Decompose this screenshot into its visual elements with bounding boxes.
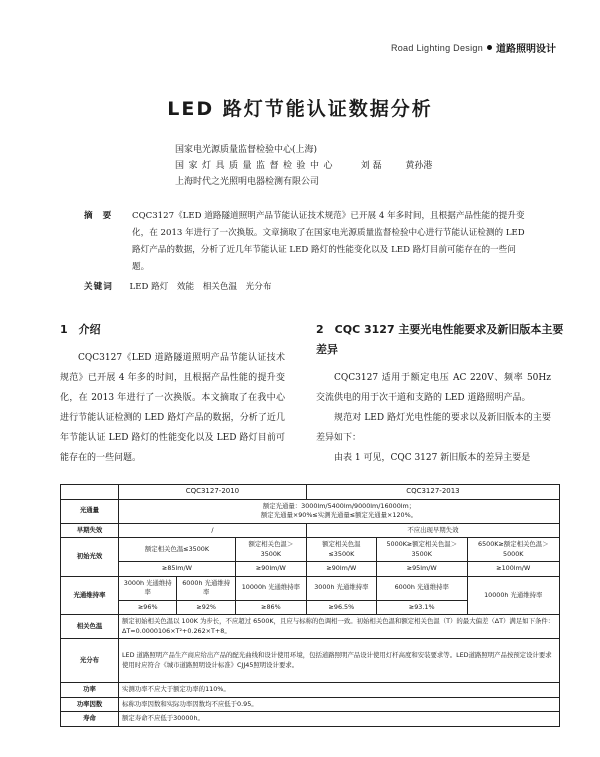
maint-new-b: 6000h 光通维持率 — [376, 576, 467, 600]
maint-old-va: ≥96% — [119, 600, 177, 615]
eff-new-c: 6500K≥额定相关色温＞5000K — [467, 538, 559, 562]
table-row — [61, 639, 560, 683]
table-row — [61, 562, 560, 577]
journal-header — [391, 40, 556, 55]
org-1: 国家电光源质量监督检验中心(上海) — [175, 145, 318, 155]
eff-new-vb: ≥95lm/W — [376, 562, 467, 577]
table-row — [61, 523, 560, 538]
maint-old-vb: ≥92% — [177, 600, 235, 615]
life-text: 额定寿命不应低于30000h。 — [119, 712, 560, 727]
row-label-efficacy: 初始光效 — [61, 538, 119, 577]
flux-cell — [119, 499, 560, 523]
org-2: 国家灯具质量监督检验中心 — [175, 161, 338, 171]
author-block — [175, 142, 432, 190]
flux-text-1: 额定光通量：3000lm/5400lm/9000lm/16000lm； — [262, 501, 416, 510]
author-1: 刘 磊 — [360, 161, 382, 171]
col-header-old: CQC3127-2010 — [119, 485, 307, 500]
section-1-paragraph: CQC3127《LED 道路隧道照明产品节能认证技术规范》已开展 4 年多的时间，且根据产品性能的提升变化，在 2013 年进行了一次换版。本文摘取了在我中心进行节能认证检测的 LED 路灯产品的数据，分析了近几年节能认证 LED 路灯的性能变化以及 LED 路灯目前可能存在的一些问题。 — [60, 353, 285, 463]
eff-old-a: 额定相关色温≤3500K — [119, 538, 236, 562]
org-3: 上海时代之光照明电器检测有限公司 — [175, 177, 320, 187]
maint-old-b: 6000h 光通维持率 — [177, 576, 235, 600]
section-2-paragraph-2: 规范对 LED 路灯光电性能的要求以及新旧版本的主要差异如下： — [316, 413, 551, 443]
maint-new-vb: ≥93.1% — [376, 600, 467, 615]
table-row — [61, 576, 560, 600]
keywords-label: 关键词 — [84, 282, 113, 292]
section-2-paragraph-1: CQC3127 适用于额定电压 AC 220V、频率 50Hz 交流供电的用于次干道和支路的 LED 道路照明产品。 — [316, 373, 551, 403]
maint-new-va: ≥96.5% — [306, 600, 376, 615]
section-2-paragraph-3: 由表 1 可见，CQC 3127 新旧版本的差异主要是 — [334, 453, 531, 463]
requirements-table — [60, 484, 560, 727]
early-new: 不应出现早期失效 — [306, 523, 559, 538]
author-2: 黄孙港 — [405, 161, 433, 171]
eff-old-b: 额定相关色温＞3500K — [235, 538, 306, 562]
abstract-text: CQC3127《LED 道路隧道照明产品节能认证技术规范》已开展 4 年多时间，且根据产品性能的提升变化，在 2013 年进行了一次换版。文章摘取了在国家电光源质量监督检验中心进行节能认证检测的 LED 路灯产品的数据，分析了近几年节能认证 LED 路灯的性能变化以及 LED 路灯目前可能存在的一些问题。 — [132, 211, 525, 272]
section-2-body — [316, 368, 551, 468]
power-text: 实测功率不应大于额定功率的110%。 — [119, 683, 560, 698]
section-2-title: 2 CQC 3127 主要光电性能要求及新旧版本主要差异 — [316, 323, 564, 356]
row-label-power: 功率 — [61, 683, 119, 698]
row-label-distribution: 光分布 — [61, 639, 119, 683]
journal-name-cn: 道路照明设计 — [496, 44, 556, 55]
eff-new-va: ≥90lm/W — [306, 562, 376, 577]
row-label-life: 寿命 — [61, 712, 119, 727]
table-row — [61, 538, 560, 562]
keywords — [84, 280, 271, 292]
row-label-cct: 相关色温 — [61, 615, 119, 639]
power-factor-text: 标称功率因数和实际功率因数均不应低于0.95。 — [119, 697, 560, 712]
early-old: / — [119, 523, 307, 538]
maint-old-vc: ≥86% — [235, 600, 306, 615]
eff-new-a: 额定相关色温≤3500K — [306, 538, 376, 562]
maint-new-a: 3000h 光通维持率 — [306, 576, 376, 600]
distribution-text: LED 道路照明产品生产商应给出产品的配光曲线和设计使用环境，包括道路照明产品设计使用灯杆高度和安装要求等。LED道路照明产品按预定设计要求使用时应符合《城市道路照明设计标准》CJJ45照明设计要求。 — [119, 639, 560, 683]
table-row — [61, 683, 560, 698]
row-label-flux: 光通量 — [61, 499, 119, 523]
maint-new-c: 10000h 光通维持率 — [467, 576, 559, 615]
eff-new-b: 5000K≥额定相关色温＞3500K — [376, 538, 467, 562]
table-row — [61, 615, 560, 639]
bullet-icon — [487, 45, 492, 50]
section-1-body — [60, 348, 285, 468]
eff-old-va: ≥85lm/W — [119, 562, 236, 577]
abstract — [84, 208, 524, 276]
row-label-early: 早期失效 — [61, 523, 119, 538]
keywords-text: LED 路灯 效能 相关色温 光分布 — [129, 282, 272, 292]
paper-title: LED 路灯节能认证数据分析 — [167, 98, 433, 120]
eff-new-vc: ≥100lm/W — [467, 562, 559, 577]
table-row — [61, 712, 560, 727]
table-header-row — [61, 485, 560, 500]
cct-text: 额定初始相关色温以 100K 为步长，不应超过 6500K，且应与标称的色调相一致。初始相关色温和额定相关色温（T）的最大偏差（ΔT）满足如下条件：ΔT=0.0000106×T²+0.262×T+8。 — [119, 615, 560, 639]
eff-old-vb: ≥90lm/W — [235, 562, 306, 577]
abstract-label: 摘要 — [84, 211, 122, 221]
row-label-power-factor: 功率因数 — [61, 697, 119, 712]
maint-old-c: 10000h 光通维持率 — [235, 576, 306, 600]
maint-old-a: 3000h 光通维持率 — [119, 576, 177, 600]
flux-text-2: 额定光通量×90%≤实测光通量≤额定光通量×120%。 — [260, 511, 418, 519]
col-header-new: CQC3127-2013 — [306, 485, 559, 500]
table-row — [61, 499, 560, 523]
table-row — [61, 697, 560, 712]
section-1-title: 1 介绍 — [60, 323, 101, 336]
journal-name-en: Road Lighting Design — [390, 42, 483, 53]
row-label-maintenance: 光通维持率 — [61, 576, 119, 615]
